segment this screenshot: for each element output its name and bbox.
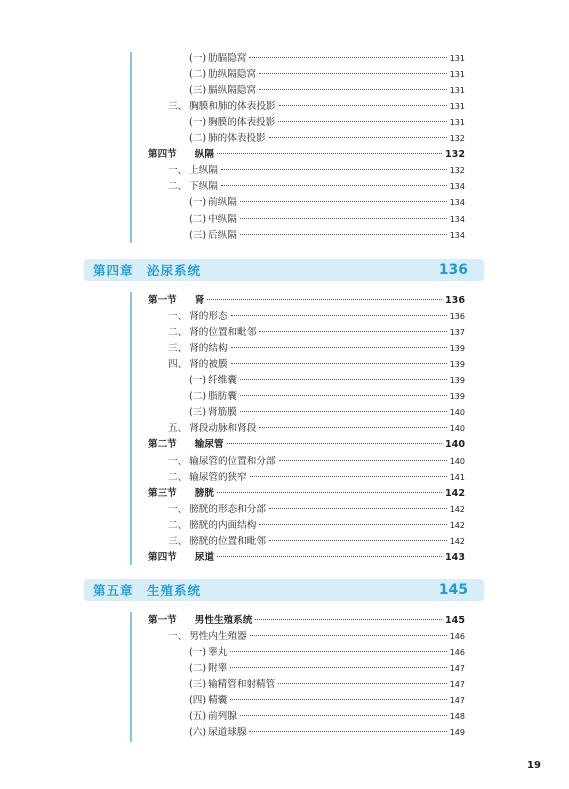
toc-entry-page: 139 (449, 392, 465, 401)
toc-entry[interactable] (189, 85, 465, 97)
chapter-header[interactable] (84, 259, 484, 281)
toc-entry-page: 139 (449, 344, 465, 353)
chapter-title: 第四章 泌尿系统 (93, 263, 202, 278)
dot-leader (240, 395, 447, 396)
dot-leader (231, 315, 447, 316)
toc-entry-number: 三、 (168, 101, 188, 112)
dot-leader (217, 556, 442, 557)
toc-entry-page: 131 (449, 54, 465, 63)
toc-entry-title: 肾段动脉和肾段 (189, 423, 257, 434)
section-rule (130, 52, 132, 243)
toc-entry-page: 147 (449, 680, 465, 689)
toc-entry-number: (二) (189, 663, 207, 674)
chapter-header[interactable] (84, 579, 484, 601)
dot-leader (249, 731, 446, 732)
dot-leader (255, 619, 442, 620)
toc-entry[interactable] (168, 101, 465, 113)
toc-entry[interactable] (168, 631, 465, 643)
toc-entry-title: 上纵隔 (189, 165, 218, 176)
dot-leader (250, 635, 447, 636)
dot-leader (278, 683, 446, 684)
toc-entry[interactable] (148, 295, 465, 307)
toc-entry[interactable] (148, 615, 465, 627)
toc-entry-number: 四、 (168, 359, 188, 370)
dot-leader (217, 492, 442, 493)
toc-entry[interactable] (189, 407, 465, 419)
toc-entry-number: (二) (189, 69, 207, 80)
toc-entry-page: 143 (444, 552, 465, 563)
dot-leader (230, 667, 446, 668)
toc-entry-number: 第二节 (148, 439, 177, 450)
toc-entry-number: 二、 (168, 472, 188, 483)
toc-entry-title: 膀胱的位置和毗邻 (189, 536, 266, 547)
toc-entry-number: (一) (189, 375, 207, 386)
toc-entry-title: 后纵隔 (208, 230, 237, 241)
toc-entry-page: 140 (444, 439, 465, 450)
dot-leader (227, 443, 442, 444)
dot-leader (259, 524, 446, 525)
toc-entry-title: 尿道球腺 (208, 727, 247, 738)
toc-entry-number: (一) (189, 117, 207, 128)
dot-leader (259, 89, 447, 90)
toc-entry[interactable] (168, 423, 465, 435)
toc-entry-number: (六) (189, 727, 207, 738)
toc-entry-number: (二) (189, 391, 207, 402)
toc-entry-page: 131 (449, 86, 465, 95)
toc-entry[interactable] (148, 439, 465, 451)
toc-entry-page: 134 (449, 198, 465, 207)
toc-entry-number: 第四节 (148, 149, 177, 160)
dot-leader (249, 57, 446, 58)
toc-entry-title: 胸膜的体表投影 (208, 117, 276, 128)
toc-entry-number: (三) (189, 407, 207, 418)
toc-entry[interactable] (148, 149, 465, 161)
dot-leader (231, 363, 447, 364)
toc-entry-number: (二) (189, 133, 207, 144)
toc-entry-title: 肾 (194, 295, 205, 306)
toc-entry[interactable] (189, 117, 465, 129)
toc-entry-title: 输精管和射精管 (208, 679, 276, 690)
dot-leader (231, 347, 447, 348)
toc-entry-title: 膀胱 (194, 488, 214, 499)
toc-entry[interactable] (168, 504, 465, 516)
toc-entry-number: 二、 (168, 181, 188, 192)
dot-leader (221, 169, 447, 170)
chapter-page: 136 (438, 262, 468, 278)
dot-leader (240, 234, 447, 235)
toc-entry-title: 下纵隔 (189, 181, 218, 192)
toc-entry[interactable] (168, 456, 465, 468)
toc-entry[interactable] (189, 711, 465, 723)
toc-entry-title: 肾的位置和毗邻 (189, 327, 257, 338)
toc-entry-number: 三、 (168, 536, 188, 547)
toc-entry-page: 139 (449, 376, 465, 385)
toc-entry[interactable] (168, 343, 465, 355)
toc-entry-page: 140 (449, 424, 465, 433)
toc-entry-page: 147 (449, 664, 465, 673)
toc-entry-number: 一、 (168, 631, 188, 642)
toc-entry-number: 一、 (168, 311, 188, 322)
toc-entry[interactable] (168, 311, 465, 323)
toc-entry[interactable] (168, 472, 465, 484)
toc-entry-page: 139 (449, 360, 465, 369)
dot-leader (259, 331, 446, 332)
toc-entry-title: 尿道 (194, 552, 214, 563)
toc-entry-number: 二、 (168, 520, 188, 531)
toc-entry-title: 脂肪囊 (208, 391, 237, 402)
toc-entry[interactable] (168, 536, 465, 548)
toc-entry[interactable] (189, 197, 465, 209)
toc-entry-number: 第一节 (148, 295, 177, 306)
toc-entry[interactable] (189, 679, 465, 691)
toc-entry[interactable] (189, 727, 465, 739)
toc-entry[interactable] (168, 327, 465, 339)
toc-entry-number: 第三节 (148, 488, 177, 499)
toc-entry[interactable] (189, 230, 465, 242)
toc-entry-title: 纤维囊 (208, 375, 237, 386)
toc-entry[interactable] (189, 375, 465, 387)
toc-entry-number: 三、 (168, 343, 188, 354)
toc-entry-page: 147 (449, 696, 465, 705)
toc-entry-number: 一、 (168, 456, 188, 467)
toc-entry-title: 附睾 (208, 663, 228, 674)
dot-leader (250, 476, 447, 477)
toc-entry-title: 前纵隔 (208, 197, 237, 208)
section-rule (130, 292, 132, 565)
toc-entry[interactable] (189, 647, 465, 659)
toc-entry-page: 146 (449, 632, 465, 641)
dot-leader (240, 715, 447, 716)
toc-entry-number: 二、 (168, 327, 188, 338)
toc-entry[interactable] (168, 520, 465, 532)
dot-leader (240, 379, 447, 380)
toc-entry[interactable] (148, 552, 465, 564)
toc-entry-title: 中纵隔 (208, 214, 237, 225)
toc-entry-title: 男性生殖系统 (194, 615, 253, 626)
chapter-page: 145 (438, 582, 468, 598)
toc-entry-page: 134 (449, 215, 465, 224)
toc-entry-page: 137 (449, 328, 465, 337)
toc-entry-number: (三) (189, 230, 207, 241)
toc-entry-title: 肾筋膜 (208, 407, 237, 418)
toc-entry-title: 前列腺 (208, 711, 237, 722)
dot-leader (230, 699, 446, 700)
toc-entry-title: 胸膜和肺的体表投影 (189, 101, 276, 112)
toc-entry[interactable] (189, 214, 465, 226)
toc-entry-number: (一) (189, 197, 207, 208)
dot-leader (259, 73, 447, 74)
dot-leader (269, 508, 447, 509)
toc-entry[interactable] (189, 695, 465, 707)
toc-entry-page: 134 (449, 182, 465, 191)
dot-leader (279, 460, 447, 461)
dot-leader (269, 137, 447, 138)
dot-leader (230, 651, 446, 652)
section-rule (130, 612, 132, 742)
toc-entry-page: 142 (449, 521, 465, 530)
toc-entry-number: (三) (189, 679, 207, 690)
dot-leader (240, 201, 447, 202)
toc-entry-title: 膀胱的内面结构 (189, 520, 257, 531)
toc-entry-number: (一) (189, 647, 207, 658)
dot-leader (269, 540, 447, 541)
toc-entry-page: 140 (449, 457, 465, 466)
toc-entry-title: 肋纵隔隐窝 (208, 69, 257, 80)
toc-entry[interactable] (168, 359, 465, 371)
toc-entry[interactable] (189, 53, 465, 65)
dot-leader (217, 153, 442, 154)
toc-entry-number: (二) (189, 214, 207, 225)
toc-entry-page: 134 (449, 231, 465, 240)
toc-entry[interactable] (189, 133, 465, 145)
dot-leader (240, 218, 447, 219)
toc-entry-page: 140 (449, 408, 465, 417)
dot-leader (240, 411, 447, 412)
toc-entry-title: 睾丸 (208, 647, 228, 658)
toc-entry-title: 精囊 (208, 695, 228, 706)
toc-entry-page: 136 (444, 295, 465, 306)
toc-entry-number: (三) (189, 85, 207, 96)
toc-entry-page: 142 (449, 537, 465, 546)
toc-entry-title: 膈纵隔隐窝 (208, 85, 257, 96)
dot-leader (279, 105, 447, 106)
toc-entry[interactable] (168, 181, 465, 193)
page-number: 19 (527, 760, 541, 771)
toc-entry-page: 132 (449, 166, 465, 175)
toc-entry-page: 141 (449, 473, 465, 482)
dot-leader (278, 121, 446, 122)
toc-entry-page: 146 (449, 648, 465, 657)
toc-entry[interactable] (168, 165, 465, 177)
toc-entry-title: 输尿管 (194, 439, 224, 450)
toc-entry-title: 膀胱的形态和分部 (189, 504, 266, 515)
toc-entry-page: 148 (449, 712, 465, 721)
toc-entry-title: 肾的被膜 (189, 359, 228, 370)
chapter-title: 第五章 生殖系统 (93, 583, 202, 598)
toc-entry-title: 肋膈隐窝 (208, 53, 247, 64)
toc-entry-number: 第一节 (148, 615, 177, 626)
toc-entry-number: 一、 (168, 165, 188, 176)
toc-entry[interactable] (189, 663, 465, 675)
toc-entry[interactable] (148, 488, 465, 500)
toc-entry-page: 149 (449, 728, 465, 737)
toc-entry-title: 纵隔 (194, 149, 214, 160)
toc-entry-page: 132 (449, 134, 465, 143)
toc-entry-page: 132 (444, 149, 465, 160)
toc-entry-page: 131 (449, 102, 465, 111)
dot-leader (207, 299, 442, 300)
toc-entry-page: 131 (449, 70, 465, 79)
toc-entry-page: 136 (449, 312, 465, 321)
toc-entry-page: 131 (449, 118, 465, 127)
toc-entry-number: (五) (189, 711, 207, 722)
toc-entry-number: (一) (189, 53, 207, 64)
toc-entry[interactable] (189, 69, 465, 81)
toc-entry-title: 肺的体表投影 (208, 133, 266, 144)
toc-entry-title: 肾的形态 (189, 311, 228, 322)
toc-entry-number: (四) (189, 695, 207, 706)
toc-entry-title: 肾的结构 (189, 343, 228, 354)
toc-entry-number: 五、 (168, 423, 188, 434)
dot-leader (221, 185, 447, 186)
toc-entry-number: 一、 (168, 504, 188, 515)
toc-entry-title: 男性内生殖器 (189, 631, 247, 642)
toc-entry-title: 输尿管的狭窄 (189, 472, 247, 483)
dot-leader (259, 427, 446, 428)
toc-entry-page: 142 (449, 505, 465, 514)
toc-entry-title: 输尿管的位置和分部 (189, 456, 276, 467)
toc-entry[interactable] (189, 391, 465, 403)
toc-entry-page: 145 (444, 615, 465, 626)
toc-entry-number: 第四节 (148, 552, 177, 563)
toc-entry-page: 142 (444, 488, 465, 499)
